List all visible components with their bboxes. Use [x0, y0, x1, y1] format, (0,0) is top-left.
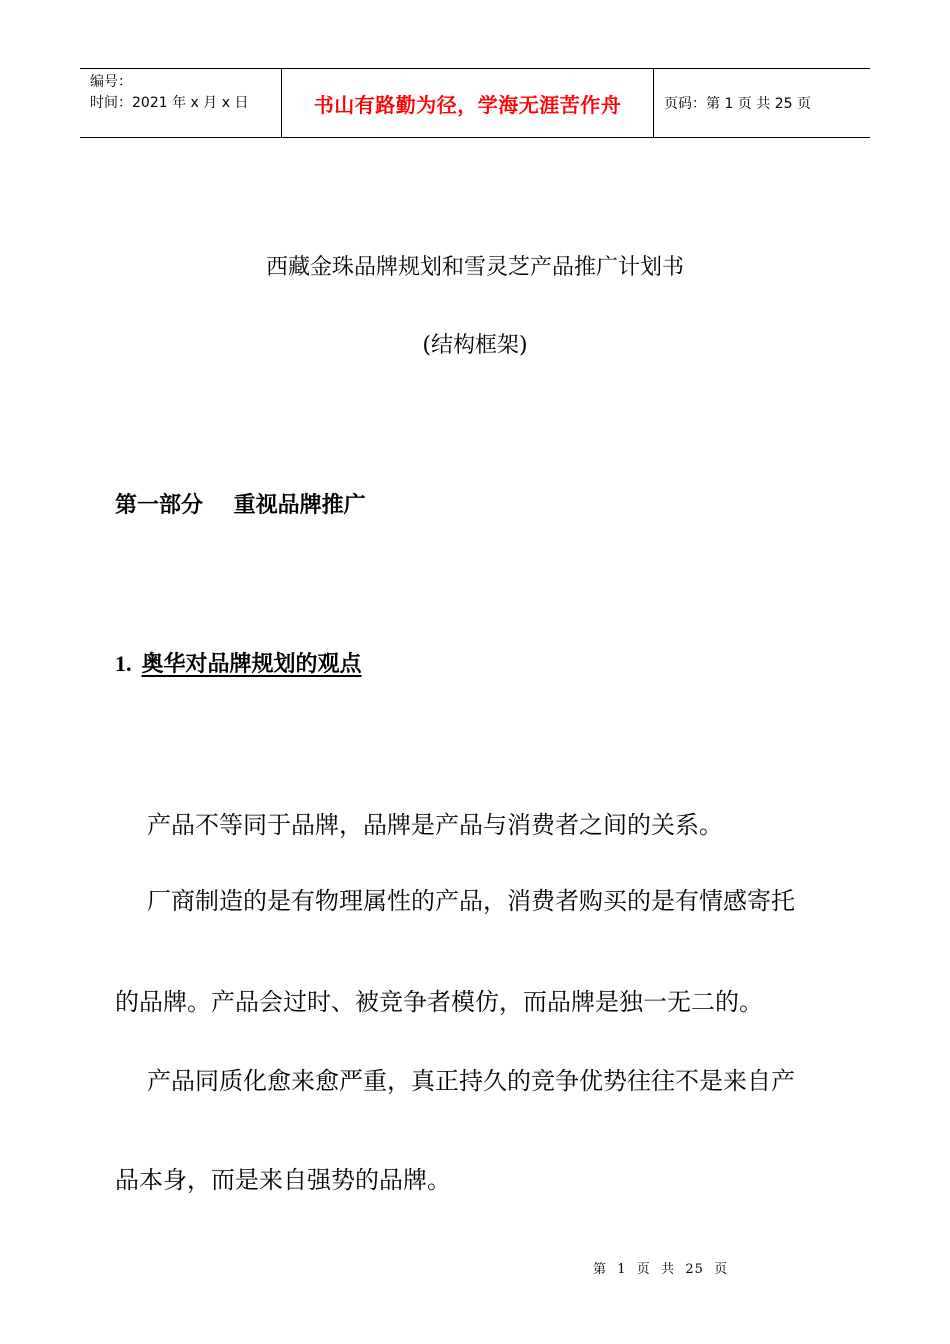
- section-number: 1.: [115, 651, 132, 676]
- paragraph-line: 的品牌。产品会过时、被竞争者模仿，而品牌是独一无二的。: [115, 988, 763, 1016]
- time-label: 时间：2021 年 x 月 x 日: [90, 95, 249, 111]
- header-meta: [80, 69, 282, 137]
- header-page-info: 页码：第 1 页 共 25 页: [664, 96, 811, 112]
- document-title: 西藏金珠品牌规划和雪灵芝产品推广计划书: [265, 255, 684, 280]
- paragraph-line: 厂商制造的是有物理属性的产品，消费者购买的是有情感寄托: [147, 887, 795, 915]
- page-header: [80, 68, 870, 138]
- header-motto: 书山有路勤为径，学海无涯苦作舟: [282, 69, 654, 137]
- part-heading: 第一部分 重视品牌推广: [115, 493, 366, 518]
- document-subtitle: (结构框架): [422, 333, 528, 358]
- section-title: 奥华对品牌规划的观点: [141, 652, 362, 677]
- section-heading: [115, 650, 362, 679]
- paragraph-line: 产品不等同于品牌，品牌是产品与消费者之间的关系。: [147, 811, 723, 839]
- paragraph-line: 品本身，而是来自强势的品牌。: [115, 1166, 451, 1194]
- paragraph-line: 产品同质化愈来愈严重，真正持久的竞争优势往往不是来自产: [147, 1067, 795, 1095]
- page-footer: 第 1 页 共 25 页: [593, 1262, 729, 1277]
- number-label: 编号：: [90, 74, 132, 90]
